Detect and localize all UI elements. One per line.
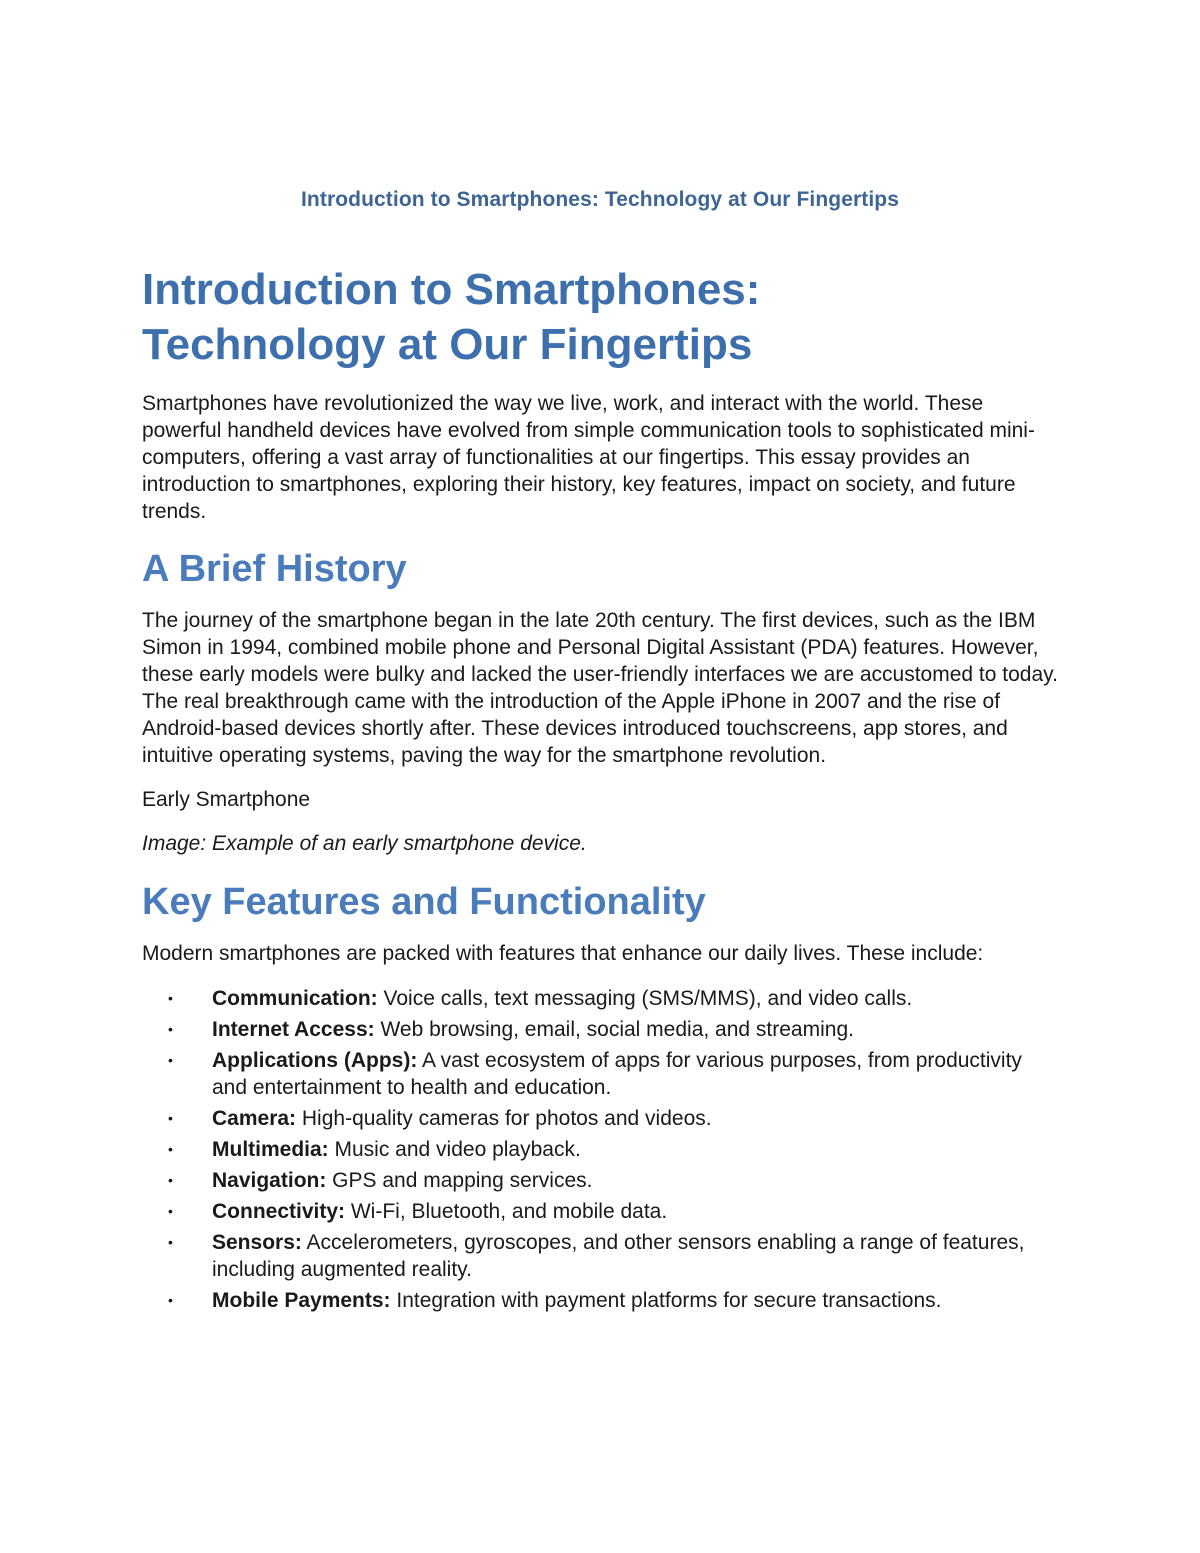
feature-list-item bbox=[142, 1016, 1062, 1043]
image-alt-text: Early Smartphone bbox=[142, 788, 311, 811]
bullet-icon: • bbox=[168, 990, 173, 1006]
bullet-icon: • bbox=[168, 1203, 173, 1219]
history-paragraph: The journey of the smartphone began in the late 20th century. The first devices, such as the IBM Simon in 1994, combined mobile phone and Personal Digital Assistant (PDA) features. However, these early models were bulky and lacked the user-friendly interfaces we are accustomed to today. The real breakthrough came with the introduction of the Apple iPhone in 2007 and the rise of Android-based devices shortly after. These devices introduced touchscreens, app stores, and intuitive operating systems, paving the way for the smartphone revolution. bbox=[142, 609, 1058, 767]
feature-description: Web browsing, email, social media, and streaming. bbox=[374, 1018, 854, 1041]
feature-term: Internet Access: bbox=[212, 1018, 375, 1041]
bullet-icon: • bbox=[168, 1172, 173, 1188]
bullet-icon: • bbox=[168, 1234, 173, 1250]
feature-description: Music and video playback. bbox=[328, 1138, 581, 1161]
features-list bbox=[142, 985, 1062, 1314]
image-caption: Image: Example of an early smartphone device. bbox=[142, 832, 587, 855]
feature-term: Camera: bbox=[212, 1107, 297, 1130]
bullet-icon: • bbox=[168, 1141, 173, 1157]
feature-description: A vast ecosystem of apps for various purposes, from productivity and entertainment to health and education. bbox=[212, 1049, 1022, 1099]
feature-term: Multimedia: bbox=[212, 1138, 329, 1161]
feature-list-item bbox=[142, 1229, 1062, 1283]
feature-list-item bbox=[142, 1136, 1062, 1163]
feature-list-item bbox=[142, 1198, 1062, 1225]
feature-term: Sensors: bbox=[212, 1231, 302, 1254]
section-heading-features: Key Features and Functionality bbox=[142, 881, 706, 923]
feature-description: Wi-Fi, Bluetooth, and mobile data. bbox=[345, 1200, 668, 1223]
document-title bbox=[142, 262, 1062, 372]
document-title-line-1: Introduction to Smartphones: bbox=[142, 265, 761, 314]
document-body bbox=[142, 262, 1062, 1318]
feature-list-item bbox=[142, 985, 1062, 1012]
bullet-icon: • bbox=[168, 1110, 173, 1126]
bullet-icon: • bbox=[168, 1021, 173, 1037]
feature-description: Integration with payment platforms for secure transactions. bbox=[390, 1289, 942, 1312]
feature-description: Accelerometers, gyroscopes, and other sensors enabling a range of features, including augmented reality. bbox=[212, 1231, 1025, 1281]
feature-term: Applications (Apps): bbox=[212, 1049, 418, 1072]
feature-term: Communication: bbox=[212, 987, 378, 1010]
feature-list-item bbox=[142, 1105, 1062, 1132]
document-title-line-2: Technology at Our Fingertips bbox=[142, 320, 753, 369]
feature-list-item bbox=[142, 1167, 1062, 1194]
bullet-icon: • bbox=[168, 1292, 173, 1308]
bullet-icon: • bbox=[168, 1052, 173, 1068]
features-intro-paragraph: Modern smartphones are packed with features that enhance our daily lives. These include: bbox=[142, 942, 984, 965]
section-heading-history: A Brief History bbox=[142, 548, 407, 590]
intro-paragraph: Smartphones have revolutionized the way we live, work, and interact with the world. These powerful handheld devices have evolved from simple communication tools to sophisticated mini-computers, offering a vast array of functionalities at our fingertips. This essay provides an introduction to smartphones, exploring their history, key features, impact on society, and future trends. bbox=[142, 392, 1035, 523]
feature-list-item bbox=[142, 1047, 1062, 1101]
feature-list-item bbox=[142, 1287, 1062, 1314]
feature-term: Mobile Payments: bbox=[212, 1289, 391, 1312]
feature-term: Navigation: bbox=[212, 1169, 327, 1192]
feature-description: Voice calls, text messaging (SMS/MMS), and video calls. bbox=[377, 987, 913, 1010]
feature-description: High-quality cameras for photos and videos. bbox=[296, 1107, 712, 1130]
feature-term: Connectivity: bbox=[212, 1200, 346, 1223]
feature-description: GPS and mapping services. bbox=[326, 1169, 593, 1192]
running-header-title: Introduction to Smartphones: Technology at Our Fingertips bbox=[301, 188, 899, 211]
